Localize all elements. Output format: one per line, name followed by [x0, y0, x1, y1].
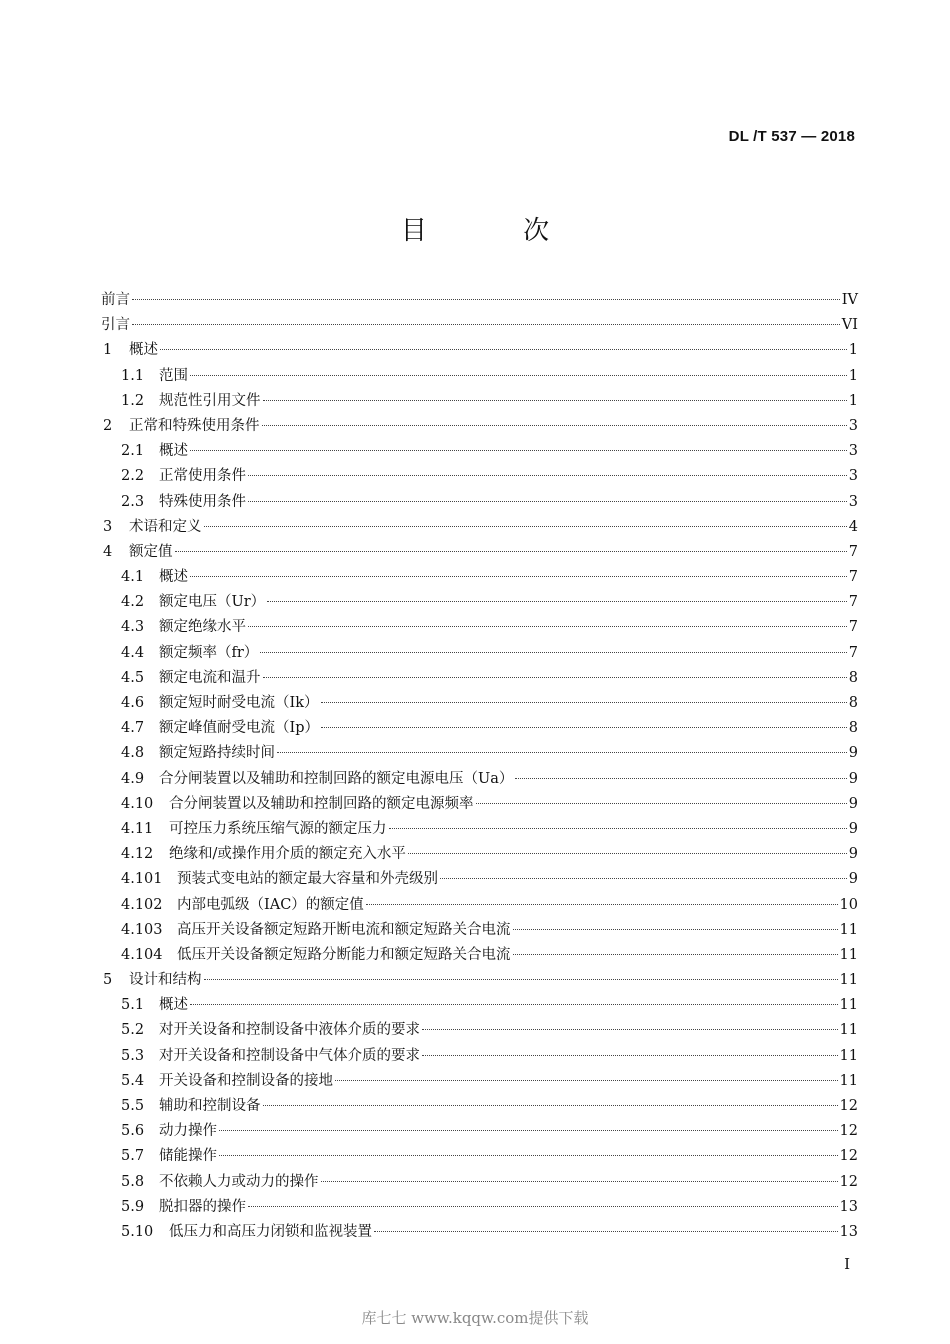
toc-entry-title: 额定短路持续时间 — [159, 745, 275, 762]
toc-entry-title: 脱扣器的操作 — [159, 1198, 246, 1215]
toc-entry[interactable] — [101, 918, 858, 943]
toc-dot-leader — [476, 803, 847, 804]
toc-entry[interactable] — [101, 389, 858, 414]
toc-entry-title: 可控压力系统压缩气源的额定压力 — [169, 820, 387, 837]
toc-entry-page: 9 — [848, 846, 858, 863]
toc-entry-number: 4.3 — [121, 619, 145, 636]
toc-entry-number: 5.5 — [121, 1098, 145, 1114]
table-of-contents — [101, 288, 858, 1245]
toc-entry-number: 5.10 — [121, 1223, 154, 1240]
toc-entry-page: 12 — [839, 1098, 858, 1114]
toc-entry[interactable] — [101, 893, 858, 918]
toc-entry-title: 对开关设备和控制设备中气体介质的要求 — [159, 1047, 420, 1064]
toc-dot-leader — [321, 702, 847, 703]
toc-entry-number: 5.2 — [121, 1022, 145, 1039]
toc-entry-title: 额定峰值耐受电流（Ip） — [159, 720, 320, 737]
toc-entry[interactable] — [101, 464, 858, 489]
toc-entry-page: 9 — [848, 871, 858, 888]
standard-code: DL /T 537 — 2018 — [728, 128, 855, 145]
toc-dot-leader — [190, 576, 847, 577]
toc-entry[interactable] — [101, 993, 858, 1018]
toc-entry-number: 4.103 — [121, 921, 163, 938]
toc-entry[interactable] — [101, 767, 858, 792]
toc-entry-number: 5.9 — [121, 1198, 145, 1215]
toc-entry-page: 4 — [848, 518, 858, 535]
toc-entry-page: 1 — [848, 367, 858, 384]
toc-entry-title: 额定电压（Ur） — [159, 594, 266, 611]
toc-dot-leader — [160, 349, 847, 350]
toc-entry-title: 规范性引用文件 — [159, 392, 261, 409]
toc-dot-leader — [204, 526, 847, 527]
toc-entry[interactable] — [101, 792, 858, 817]
toc-entry-page: 1 — [848, 342, 858, 359]
toc-entry-title: 辅助和控制设备 — [159, 1098, 261, 1114]
toc-entry[interactable] — [101, 615, 858, 640]
toc-entry-title: 对开关设备和控制设备中液体介质的要求 — [159, 1022, 420, 1039]
toc-dot-leader — [422, 1055, 838, 1056]
toc-entry-page: 11 — [839, 921, 858, 938]
toc-entry-number: 4.10 — [121, 795, 154, 812]
toc-entry-title: 正常使用条件 — [159, 468, 246, 485]
toc-dot-leader — [219, 1155, 838, 1156]
toc-entry-title: 储能操作 — [159, 1148, 217, 1165]
toc-entry-title: 额定值 — [129, 543, 173, 560]
toc-entry-title: 概述 — [159, 569, 188, 586]
toc-entry-page: 11 — [839, 972, 858, 989]
toc-entry-number: 4 — [103, 543, 113, 560]
toc-entry[interactable] — [101, 1119, 858, 1144]
toc-entry-number: 4.101 — [121, 871, 163, 888]
toc-dot-leader — [277, 752, 847, 753]
toc-dot-leader — [513, 954, 838, 955]
toc-entry-page: 7 — [848, 569, 858, 586]
toc-entry-title: 低压力和高压力闭锁和监视装置 — [169, 1223, 372, 1240]
toc-entry-page: 7 — [848, 619, 858, 636]
toc-entry-title: 开关设备和控制设备的接地 — [159, 1072, 333, 1089]
toc-entry-page: 13 — [839, 1223, 858, 1240]
toc-entry[interactable] — [101, 867, 858, 892]
toc-entry[interactable] — [101, 741, 858, 766]
toc-entry-number: 4.6 — [121, 695, 145, 711]
toc-entry[interactable] — [101, 1069, 858, 1094]
toc-entry-title: 高压开关设备额定短路开断电流和额定短路关合电流 — [177, 921, 511, 938]
toc-entry-title: 正常和特殊使用条件 — [129, 417, 260, 434]
toc-entry-title: 特殊使用条件 — [159, 493, 246, 510]
toc-entry-title: 前言 — [101, 292, 130, 308]
toc-entry-title: 概述 — [159, 443, 188, 460]
toc-dot-leader — [267, 601, 847, 602]
toc-dot-leader — [204, 979, 838, 980]
toc-entry-page: 7 — [848, 594, 858, 611]
toc-entry-page: 8 — [848, 695, 858, 711]
toc-dot-leader — [389, 828, 847, 829]
toc-entry[interactable] — [101, 666, 858, 691]
toc-entry-number: 2 — [103, 417, 113, 434]
toc-entry[interactable] — [101, 515, 858, 540]
toc-entry-number: 4.7 — [121, 720, 145, 737]
toc-entry-number: 4.8 — [121, 745, 145, 762]
toc-entry-page: 11 — [839, 1047, 858, 1064]
toc-entry[interactable] — [101, 1170, 858, 1195]
toc-entry-number: 1 — [103, 342, 113, 359]
toc-dot-leader — [515, 778, 846, 779]
toc-dot-leader — [263, 1105, 838, 1106]
toc-entry[interactable] — [101, 1144, 858, 1169]
toc-entry[interactable] — [101, 414, 858, 439]
toc-entry-title: 合分闸装置以及辅助和控制回路的额定电源频率 — [169, 795, 474, 812]
toc-dot-leader — [132, 324, 840, 325]
toc-dot-leader — [366, 904, 838, 905]
toc-entry-number: 5.1 — [121, 997, 145, 1014]
toc-entry-page: 8 — [848, 669, 858, 686]
toc-entry-title: 绝缘和/或操作用介质的额定充入水平 — [169, 846, 406, 863]
toc-entry-number: 2.1 — [121, 443, 145, 460]
toc-entry-title: 引言 — [101, 317, 130, 334]
toc-entry-number: 4.2 — [121, 594, 145, 611]
toc-entry-number: 5.8 — [121, 1173, 145, 1190]
toc-dot-leader — [263, 677, 847, 678]
toc-entry[interactable] — [101, 313, 858, 338]
toc-entry-title: 概述 — [129, 342, 158, 359]
toc-entry-title: 低压开关设备额定短路分断能力和额定短路关合电流 — [177, 946, 511, 963]
page-title: 目 次 — [400, 216, 594, 246]
toc-entry[interactable] — [101, 691, 858, 716]
toc-entry-page: 9 — [848, 820, 858, 837]
toc-entry[interactable] — [101, 1044, 858, 1069]
toc-dot-leader — [513, 929, 838, 930]
toc-entry-title: 额定电流和温升 — [159, 669, 261, 686]
toc-entry-title: 内部电弧级（IAC）的额定值 — [177, 896, 364, 913]
toc-entry[interactable] — [101, 842, 858, 867]
toc-entry-page: 3 — [848, 468, 858, 485]
toc-entry-page: 7 — [848, 644, 858, 661]
toc-entry[interactable] — [101, 288, 858, 313]
toc-entry-page: IV — [841, 292, 858, 308]
toc-entry-page: 11 — [839, 1072, 858, 1089]
toc-entry[interactable] — [101, 565, 858, 590]
toc-entry[interactable] — [101, 1018, 858, 1043]
toc-dot-leader — [248, 501, 847, 502]
toc-entry-title: 合分闸装置以及辅助和控制回路的额定电源电压（Ua） — [159, 770, 514, 787]
toc-entry-number: 4.12 — [121, 846, 154, 863]
page-number: I — [844, 1255, 850, 1273]
toc-entry-page: 11 — [839, 997, 858, 1014]
toc-dot-leader — [132, 299, 840, 300]
toc-entry[interactable] — [101, 1094, 858, 1119]
toc-dot-leader — [263, 400, 847, 401]
toc-entry-title: 额定频率（fr） — [159, 644, 259, 661]
toc-entry-title: 概述 — [159, 997, 188, 1014]
toc-entry-page: 3 — [848, 417, 858, 434]
toc-entry-page: 12 — [839, 1148, 858, 1165]
toc-entry[interactable] — [101, 439, 858, 464]
toc-entry-page: 11 — [839, 1022, 858, 1039]
toc-entry-page: 3 — [848, 443, 858, 460]
toc-entry[interactable] — [101, 1195, 858, 1220]
toc-dot-leader — [262, 425, 847, 426]
toc-entry-number: 1.2 — [121, 392, 145, 409]
toc-dot-leader — [260, 652, 846, 653]
toc-entry-title: 预装式变电站的额定最大容量和外壳级别 — [177, 871, 438, 888]
toc-dot-leader — [335, 1080, 838, 1081]
toc-entry[interactable] — [101, 968, 858, 993]
toc-entry-page: 9 — [848, 795, 858, 812]
toc-entry-number: 2.3 — [121, 493, 145, 510]
toc-dot-leader — [190, 1004, 838, 1005]
toc-entry-number: 2.2 — [121, 468, 145, 485]
toc-entry[interactable] — [101, 817, 858, 842]
toc-entry-page: 12 — [839, 1123, 858, 1140]
toc-dot-leader — [321, 727, 847, 728]
toc-dot-leader — [321, 1181, 838, 1182]
toc-entry[interactable] — [101, 943, 858, 968]
toc-entry-number: 4.9 — [121, 770, 145, 787]
toc-entry-title: 术语和定义 — [129, 518, 202, 535]
toc-dot-leader — [175, 551, 847, 552]
toc-entry-number: 5.7 — [121, 1148, 145, 1165]
toc-entry-number: 4.4 — [121, 644, 145, 661]
toc-entry-number: 1.1 — [121, 367, 145, 384]
watermark: 库七七 www.kqqw.com提供下载 — [361, 1309, 589, 1327]
toc-entry-title: 范围 — [159, 367, 188, 384]
toc-entry-title: 额定绝缘水平 — [159, 619, 246, 636]
toc-entry-page: 9 — [848, 770, 858, 787]
toc-entry-number: 5.4 — [121, 1072, 145, 1089]
toc-dot-leader — [408, 853, 847, 854]
toc-entry-page: 9 — [848, 745, 858, 762]
toc-dot-leader — [190, 450, 847, 451]
toc-entry-title: 额定短时耐受电流（Ik） — [159, 695, 319, 711]
toc-entry[interactable] — [101, 1220, 858, 1245]
toc-dot-leader — [190, 375, 847, 376]
toc-dot-leader — [440, 878, 847, 879]
toc-dot-leader — [422, 1029, 838, 1030]
toc-entry-page: 8 — [848, 720, 858, 737]
toc-entry-page: VI — [841, 317, 858, 334]
toc-entry-number: 5.3 — [121, 1047, 145, 1064]
toc-entry-number: 3 — [103, 518, 113, 535]
toc-entry-page: 12 — [839, 1173, 858, 1190]
toc-entry[interactable] — [101, 641, 858, 666]
toc-dot-leader — [374, 1231, 838, 1232]
toc-entry-number: 4.102 — [121, 896, 163, 913]
toc-entry-number: 5.6 — [121, 1123, 145, 1140]
toc-dot-leader — [248, 1206, 838, 1207]
toc-entry-title: 不依赖人力或动力的操作 — [159, 1173, 319, 1190]
toc-entry-page: 13 — [839, 1198, 858, 1215]
toc-entry-page: 3 — [848, 493, 858, 510]
toc-entry-page: 7 — [848, 543, 858, 560]
toc-entry-number: 4.5 — [121, 669, 145, 686]
toc-entry[interactable] — [101, 364, 858, 389]
toc-dot-leader — [219, 1130, 838, 1131]
toc-entry-title: 动力操作 — [159, 1123, 217, 1140]
toc-entry-number: 4.11 — [121, 820, 154, 837]
toc-entry-page: 11 — [839, 946, 858, 963]
toc-entry[interactable] — [101, 338, 858, 363]
toc-dot-leader — [248, 475, 847, 476]
toc-entry-number: 4.1 — [121, 569, 145, 586]
toc-entry-title: 设计和结构 — [129, 972, 202, 989]
toc-entry[interactable] — [101, 590, 858, 615]
toc-entry-number: 4.104 — [121, 946, 163, 963]
toc-entry[interactable] — [101, 716, 858, 741]
toc-entry-page: 1 — [848, 392, 858, 409]
toc-entry[interactable] — [101, 540, 858, 565]
toc-entry-page: 10 — [839, 896, 858, 913]
toc-entry[interactable] — [101, 490, 858, 515]
toc-entry-number: 5 — [103, 972, 113, 989]
toc-dot-leader — [248, 626, 847, 627]
